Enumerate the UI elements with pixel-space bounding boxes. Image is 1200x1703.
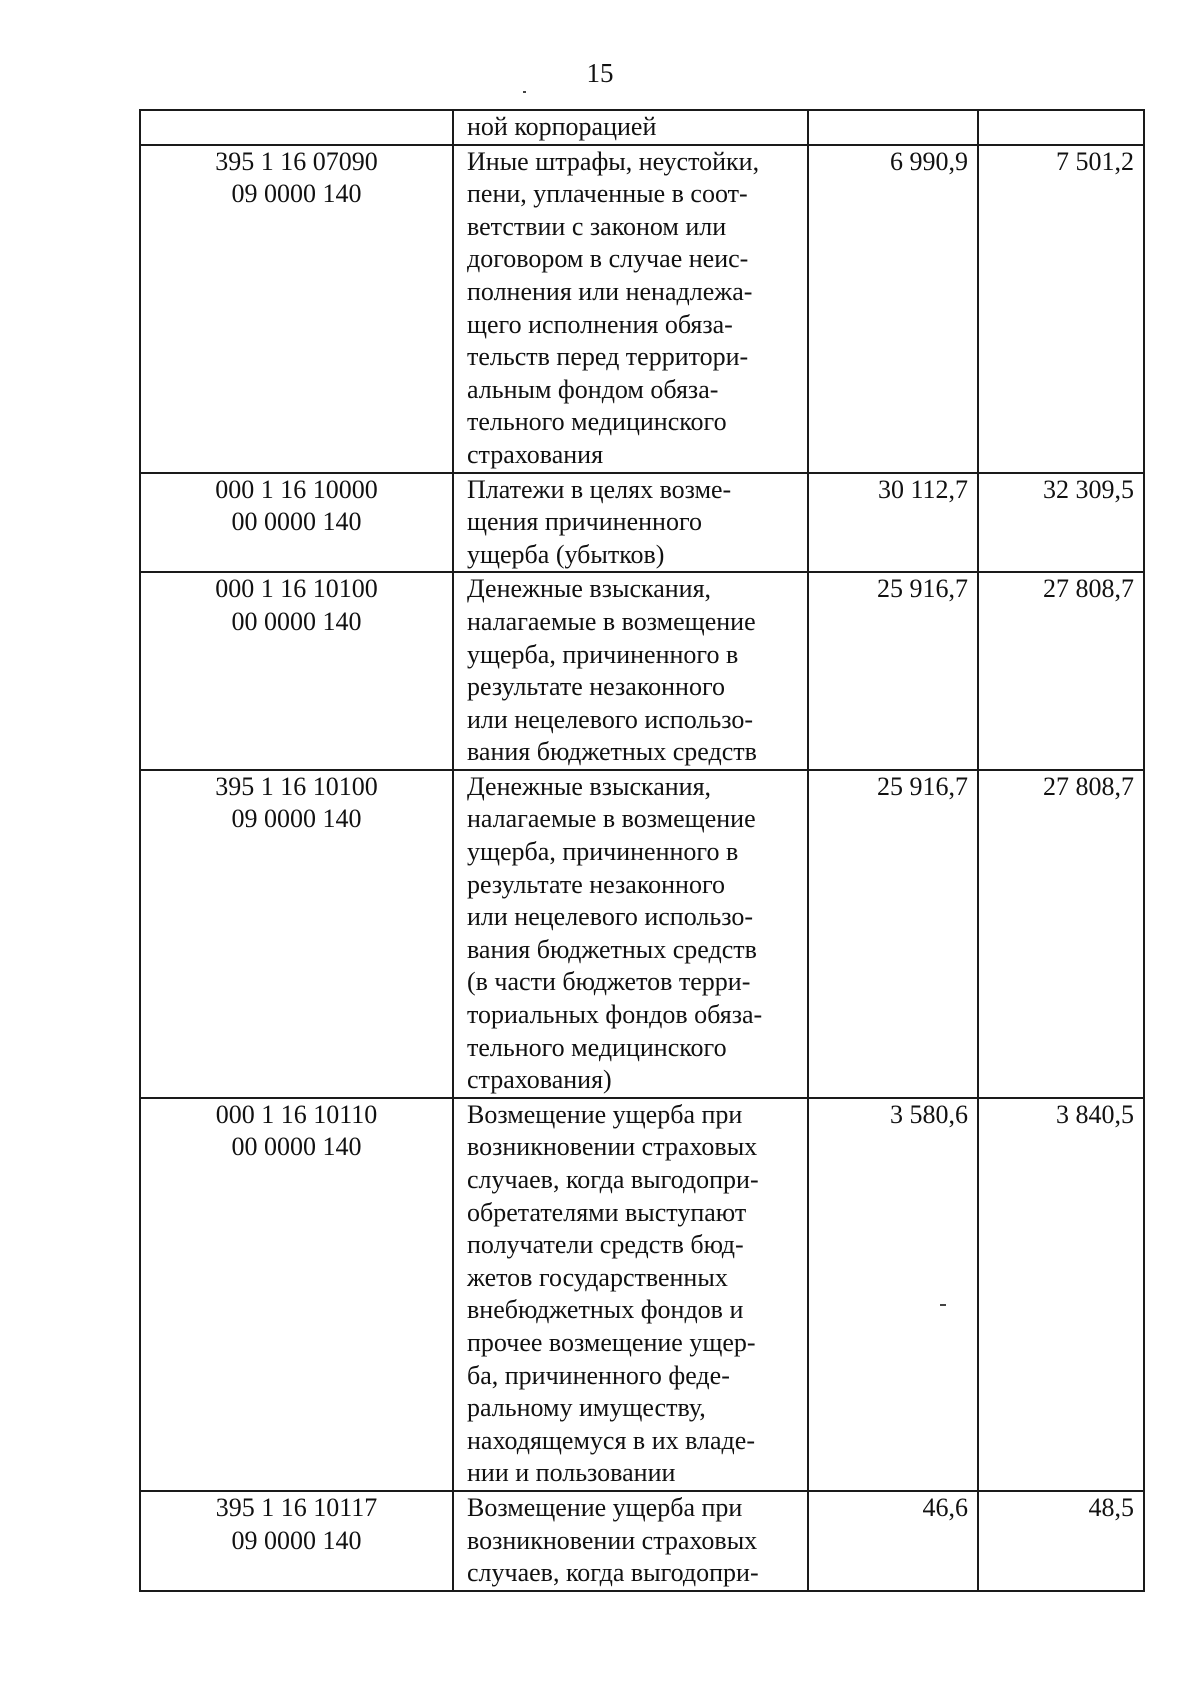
table-row xyxy=(140,572,1144,770)
budget-code-cell xyxy=(140,473,453,573)
budget-code-line: 09 0000 140 xyxy=(231,804,362,834)
table-row xyxy=(140,1098,1144,1491)
budget-code-line: 000 1 16 10100 xyxy=(215,574,378,604)
amount-cell-1: 25 916,7 xyxy=(808,770,978,1098)
description-cell xyxy=(453,145,808,473)
description-line: ной корпорацией xyxy=(467,112,657,141)
description-line: Иные штрафы, неустойки, xyxy=(467,146,760,176)
description-line: Возмещение ущерба при xyxy=(467,1099,743,1129)
amount-cell-1: 3 580,6 xyxy=(808,1098,978,1491)
description-line: Денежные взыскания, xyxy=(467,771,712,801)
budget-code-line: 395 1 16 07090 xyxy=(215,146,378,176)
description-line: возникновении страховых xyxy=(467,1525,758,1555)
budget-code-cell xyxy=(140,1098,453,1491)
amount-cell-2: 27 808,7 xyxy=(978,572,1144,770)
description-line: щения причиненного xyxy=(467,507,702,537)
description-line: страхования xyxy=(467,439,604,469)
description-line: внебюджетных фондов и xyxy=(467,1295,744,1325)
description-line: налагаемые в возмещение xyxy=(467,606,756,636)
budget-code-line: 09 0000 140 xyxy=(231,1525,362,1555)
amount-cell-2: 27 808,7 xyxy=(978,770,1144,1098)
description-line: страхования) xyxy=(467,1065,612,1095)
table-row xyxy=(140,1491,1144,1591)
budget-code-line: 000 1 16 10000 xyxy=(215,474,378,504)
description-line: обретателями выступают xyxy=(467,1197,747,1227)
description-line: налагаемые в возмещение xyxy=(467,804,756,834)
amount-cell-1: 25 916,7 xyxy=(808,572,978,770)
description-line: жетов государственных xyxy=(467,1262,728,1292)
description-line: Платежи в целях возме- xyxy=(467,474,732,504)
description-line: находящемуся в их владе- xyxy=(467,1425,755,1455)
table-row xyxy=(140,770,1144,1098)
description-line: Денежные взыскания, xyxy=(467,574,712,604)
budget-code-cell xyxy=(140,145,453,473)
description-line: или нецелевого использо- xyxy=(467,902,753,932)
amount-cell-2: 3 840,5 xyxy=(978,1098,1144,1491)
budget-code-line: 09 0000 140 xyxy=(231,179,362,209)
description-cell xyxy=(453,110,808,145)
description-cell xyxy=(453,473,808,573)
amount-cell-1: 46,6 xyxy=(808,1491,978,1591)
description-line: тельного медицинского xyxy=(467,1032,727,1062)
amount-cell-1: 30 112,7 xyxy=(808,473,978,573)
description-line: Возмещение ущерба при xyxy=(467,1492,743,1522)
table-row xyxy=(140,473,1144,573)
budget-code-cell xyxy=(140,770,453,1098)
description-line: результате незаконного xyxy=(467,869,725,899)
description-line: получатели средств бюд- xyxy=(467,1230,744,1260)
description-line: ральному имуществу, xyxy=(467,1393,706,1423)
budget-code-line: 000 1 16 10110 xyxy=(215,1099,378,1129)
amount-cell-2 xyxy=(978,110,1144,145)
description-line: ветствии с законом или xyxy=(467,211,727,241)
description-line: возникновении страховых xyxy=(467,1132,758,1162)
description-line: договором в случае неис- xyxy=(467,244,749,274)
table-row xyxy=(140,110,1144,145)
amount-cell-2: 32 309,5 xyxy=(978,473,1144,573)
description-line: ба, причиненного феде- xyxy=(467,1360,730,1390)
description-line: щего исполнения обяза- xyxy=(467,309,733,339)
description-line: вания бюджетных средств xyxy=(467,737,757,767)
table-row xyxy=(140,145,1144,473)
budget-code-line: 00 0000 140 xyxy=(231,606,362,636)
description-line: ущерба, причиненного в xyxy=(467,837,739,867)
description-line: ущерба, причиненного в xyxy=(467,639,739,669)
budget-code-line: 00 0000 140 xyxy=(231,1132,362,1162)
budget-code-line: 395 1 16 10100 xyxy=(215,771,378,801)
budget-code-line: 395 1 16 10117 xyxy=(215,1492,378,1522)
budget-code-line: 00 0000 140 xyxy=(231,507,362,537)
description-line: результате незаконного xyxy=(467,672,725,702)
description-line: вания бюджетных средств xyxy=(467,934,757,964)
amount-cell-1: 6 990,9 xyxy=(808,145,978,473)
description-line: ториальных фондов обяза- xyxy=(467,1000,763,1030)
budget-table-body xyxy=(140,110,1144,1591)
description-line: тельств перед территори- xyxy=(467,342,749,372)
description-line: случаев, когда выгодопри- xyxy=(467,1165,759,1194)
budget-code-cell xyxy=(140,1491,453,1591)
description-cell xyxy=(453,1098,808,1491)
description-line: (в части бюджетов терри- xyxy=(467,967,751,997)
budget-code-cell xyxy=(140,572,453,770)
description-line: пени, уплаченные в соот- xyxy=(467,179,748,209)
description-line: тельного медицинского xyxy=(467,407,727,437)
description-cell xyxy=(453,770,808,1098)
description-line: случаев, когда выгодопри- xyxy=(467,1558,759,1588)
description-cell xyxy=(453,1491,808,1591)
amount-cell-2: 48,5 xyxy=(978,1491,1144,1591)
amount-cell-1 xyxy=(808,110,978,145)
description-line: или нецелевого использо- xyxy=(467,704,753,734)
description-line: прочее возмещение ущер- xyxy=(467,1327,756,1357)
description-cell xyxy=(453,572,808,770)
budget-table xyxy=(139,109,1145,1592)
description-line: ущерба (убытков) xyxy=(467,539,665,569)
amount-cell-2: 7 501,2 xyxy=(978,145,1144,473)
budget-code-cell xyxy=(140,110,453,145)
description-line: полнения или ненадлежа- xyxy=(467,276,753,306)
description-line: альным фондом обяза- xyxy=(467,374,719,404)
scan-speck xyxy=(523,91,526,93)
description-line: нии и пользовании xyxy=(467,1458,676,1488)
page-number: 15 xyxy=(586,58,614,88)
